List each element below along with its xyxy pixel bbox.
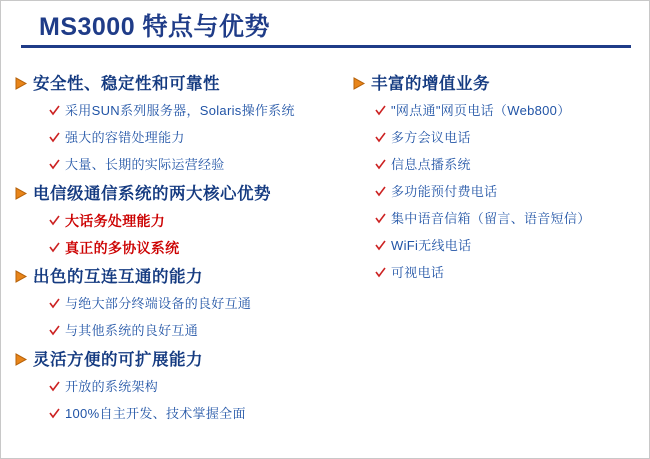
bullet-level1 [15,349,355,371]
bullet-level2-label: WiFi无线电话 [391,238,472,253]
bullet-level2 [15,295,355,313]
bullet-level2 [353,156,643,174]
red-check-bullet-icon [375,237,391,251]
red-check-bullet-icon [49,239,65,253]
bullet-level1-label: 灵活方便的可扩展能力 [33,351,203,369]
bullet-level2 [15,156,355,174]
bullet-level2 [15,129,355,147]
bullet-level2 [15,239,355,257]
bullet-level2 [353,183,643,201]
title-divider [21,45,631,48]
bullet-level2-group [15,212,355,257]
slide-title-area [1,1,649,48]
bullet-level2-label: 集中语音信箱（留言、语音短信） [391,211,591,226]
red-check-bullet-icon [49,129,65,143]
bullet-level1-label: 丰富的增值业务 [371,75,490,93]
bullet-level2 [353,237,643,255]
orange-arrow-bullet-icon [15,266,33,283]
bullet-level2-label: 可视电话 [391,265,445,280]
bullet-level2 [353,210,643,228]
orange-arrow-bullet-icon [15,349,33,366]
bullet-level2 [353,129,643,147]
bullet-level1-label: 出色的互连互通的能力 [33,268,203,286]
bullet-level2-label: "网点通"网页电话（Web800） [391,103,571,118]
red-check-bullet-icon [375,102,391,116]
bullet-level2 [15,405,355,423]
red-check-bullet-icon [49,212,65,226]
red-check-bullet-icon [49,156,65,170]
bullet-level2-label: 信息点播系统 [391,157,471,172]
bullet-level1 [15,73,355,95]
bullet-level1 [15,183,355,205]
orange-arrow-bullet-icon [353,73,371,90]
bullet-level2-label: 多方会议电话 [391,130,471,145]
bullet-level2 [15,212,355,230]
bullet-level2-label: 与其他系统的良好互通 [65,323,199,338]
bullet-level2-label: 开放的系统架构 [65,379,159,394]
red-check-bullet-icon [49,378,65,392]
bullet-level2 [15,322,355,340]
bullet-level2-label: 强大的容错处理能力 [65,130,185,145]
red-check-bullet-icon [49,322,65,336]
red-check-bullet-icon [375,156,391,170]
orange-arrow-bullet-icon [15,73,33,90]
red-check-bullet-icon [375,129,391,143]
bullet-level2 [15,102,355,120]
bullet-level2-label: 多功能预付费电话 [391,184,498,199]
bullet-level2-label: 真正的多协议系统 [65,240,180,256]
bullet-level2-group [353,102,643,282]
page-title: MS3000 特点与优势 [39,13,271,41]
bullet-level2-label: 大话务处理能力 [65,213,166,229]
bullet-level2-group [15,378,355,423]
red-check-bullet-icon [49,102,65,116]
orange-arrow-bullet-icon [15,183,33,200]
red-check-bullet-icon [49,405,65,419]
red-check-bullet-icon [375,183,391,197]
red-check-bullet-icon [375,210,391,224]
right-content-column [353,73,643,291]
bullet-level2 [15,378,355,396]
bullet-level2 [353,264,643,282]
red-check-bullet-icon [49,295,65,309]
bullet-level2-label: 100%自主开发、技术掌握全面 [65,406,246,421]
bullet-level1-label: 电信级通信系统的两大核心优势 [33,185,271,203]
left-content-column [15,73,355,432]
bullet-level2-group [15,295,355,340]
bullet-level1-label: 安全性、稳定性和可靠性 [33,75,220,93]
bullet-level2-label: 大量、长期的实际运营经验 [65,157,225,172]
bullet-level2-label: 与绝大部分终端设备的良好互通 [65,296,252,311]
bullet-level1 [353,73,643,95]
bullet-level1 [15,266,355,288]
bullet-level2 [353,102,643,120]
bullet-level2-label: 采用SUN系列服务器，Solaris操作系统 [65,103,295,118]
bullet-level2-group [15,102,355,174]
red-check-bullet-icon [375,264,391,278]
